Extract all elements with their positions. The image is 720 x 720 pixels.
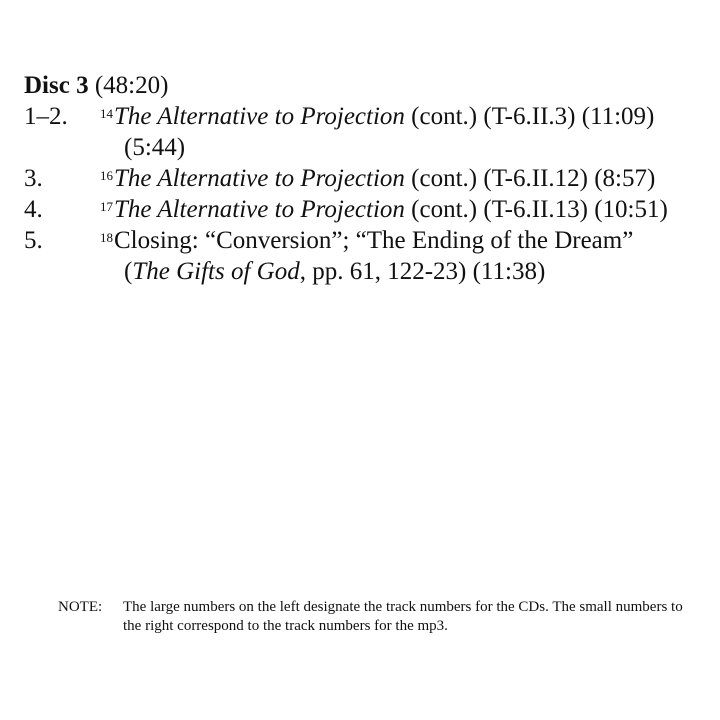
track-title: The Alternative to Projection <box>114 103 405 130</box>
disc-duration: (48:20) <box>94 72 169 99</box>
footnote <box>58 598 698 636</box>
track-number: 3. <box>24 165 43 192</box>
disc-label: Disc 3 <box>24 72 89 99</box>
track-number: 4. <box>24 196 43 223</box>
track-title: The Alternative to Projection <box>114 165 405 192</box>
track-item <box>24 163 714 194</box>
mp3-track-number: 16 <box>100 168 113 183</box>
track-item <box>24 101 714 163</box>
track-listing <box>24 70 714 287</box>
mp3-track-number: 14 <box>100 106 113 121</box>
note-label: NOTE: <box>58 599 103 615</box>
disc-heading <box>24 70 714 101</box>
track-number: 1–2. <box>24 103 68 130</box>
track-details: , pp. 61, 122-23) (11:38) <box>299 258 546 285</box>
track-item <box>24 194 714 225</box>
track-continuation <box>100 256 714 287</box>
track-continuation: (5:44) <box>124 134 186 161</box>
book-title: The Gifts of God <box>132 258 300 285</box>
track-details: (cont.) (T-6.II.13) (10:51) <box>404 196 668 223</box>
mp3-track-number: 17 <box>100 199 113 214</box>
track-details: (cont.) (T-6.II.12) (8:57) <box>404 165 656 192</box>
note-text: The large numbers on the left designate the track numbers for the CDs. The small numbers to the right correspond to the track numbers for the mp3. <box>123 599 683 634</box>
paren-open: ( <box>124 258 133 285</box>
track-title: Closing: “Conversion”; “The Ending of the Dream” <box>114 227 634 254</box>
mp3-track-number: 18 <box>100 230 113 245</box>
track-item <box>24 225 714 287</box>
track-title: The Alternative to Projection <box>114 196 405 223</box>
track-number: 5. <box>24 227 43 254</box>
track-details: (cont.) (T-6.II.3) (11:09) <box>404 103 655 130</box>
